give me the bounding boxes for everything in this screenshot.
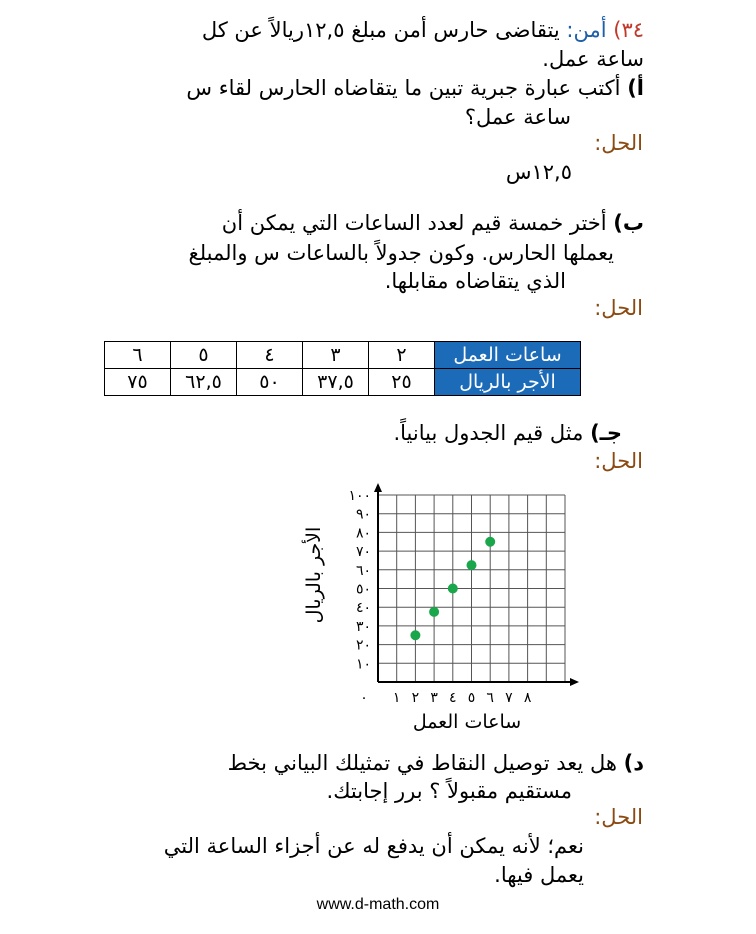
- y-tick-label: ١٠: [355, 656, 371, 673]
- data-point: [429, 607, 439, 617]
- part-d-label: د): [623, 751, 644, 775]
- table-cell: ٧٥: [105, 369, 171, 396]
- part-a-answer: ١٢,٥س: [505, 160, 572, 184]
- table-row-hours: [105, 342, 581, 369]
- y-tick-label: ٥٠: [355, 581, 371, 598]
- x-axis-arrow: [570, 678, 579, 686]
- y-tick-label: ٩٠: [355, 506, 371, 523]
- part-c-solution-label: الحل:: [594, 449, 643, 473]
- part-b-question-l1: [222, 209, 644, 237]
- data-point: [485, 537, 495, 547]
- part-b-label: ب): [613, 211, 644, 235]
- part-b-question-l3: الذي يتقاضاه مقابلها.: [384, 269, 566, 293]
- part-d-answer-l1: نعم؛ لأنه يمكن أن يدفع له عن أجزاء الساعة التي: [163, 834, 584, 858]
- x-tick-label: ٧: [505, 690, 513, 706]
- table-cell: ٥٠: [237, 369, 303, 396]
- problem-statement-l2: ساعة عمل.: [542, 47, 644, 71]
- table-cell: ٤: [237, 342, 303, 369]
- table-header-hours: ساعات العمل: [435, 342, 581, 369]
- table-cell: ٣٧,٥: [303, 369, 369, 396]
- part-d-question-l2: مستقيم مقبولاً ؟ برر إجابتك.: [326, 779, 572, 803]
- y-tick-label: ١٠٠: [348, 488, 371, 504]
- y-tick-labels: [348, 488, 371, 672]
- data-point: [467, 560, 477, 570]
- x-axis-label: ساعات العمل: [412, 711, 522, 733]
- x-tick-label: ٤: [449, 690, 457, 706]
- part-b-question-l2: يعملها الحارس. وكون جدولاً بالساعات س والمبلغ: [188, 241, 614, 265]
- part-a-question-l1: [186, 74, 644, 102]
- y-tick-label: ٦٠: [355, 562, 371, 579]
- part-a-text-l1: أكتب عبارة جبرية تبين ما يتقاضاه الحارس لقاء س: [186, 76, 621, 100]
- problem-line-1: [202, 16, 644, 44]
- part-a-solution-label: الحل:: [594, 131, 643, 155]
- wage-chart: [290, 462, 600, 737]
- table-cell: ٥: [171, 342, 237, 369]
- y-axis-label: الأجر بالريال: [303, 526, 325, 624]
- y-axis-arrow: [374, 483, 382, 492]
- part-a-question-l2: ساعة عمل؟: [464, 105, 571, 129]
- part-b-text-l1: أختر خمسة قيم لعدد الساعات التي يمكن أن: [221, 211, 607, 235]
- x-tick-label: ٣: [430, 690, 438, 706]
- x-tick-label: ٨: [523, 690, 532, 706]
- part-c-text: مثل قيم الجدول بيانياً.: [393, 421, 584, 445]
- problem-number: ٣٤): [613, 18, 644, 42]
- table-cell: ٢٥: [369, 369, 435, 396]
- table-header-wages: الأجر بالريال: [435, 369, 581, 396]
- y-tick-label: ٧٠: [355, 544, 371, 561]
- problem-topic: أمن:: [566, 18, 607, 42]
- footer-website: www.d-math.com: [316, 896, 440, 913]
- part-b-solution-label: الحل:: [594, 296, 643, 320]
- x-tick-label: ١: [392, 690, 401, 706]
- x-tick-label: ٢: [411, 690, 420, 706]
- table-cell: ٢: [369, 342, 435, 369]
- part-c-label: جـ): [590, 421, 622, 445]
- part-a-label: أ): [627, 76, 644, 100]
- table-row-wages: [105, 369, 581, 396]
- origin-label: ٠: [360, 690, 368, 706]
- problem-statement-l1: يتقاضى حارس أمن مبلغ ١٢,٥ريالاً عن كل: [201, 18, 560, 42]
- table-cell: ٣: [303, 342, 369, 369]
- y-tick-label: ٨٠: [355, 525, 371, 542]
- part-d-solution-label: الحل:: [594, 805, 643, 829]
- y-tick-label: ٤٠: [355, 600, 371, 617]
- part-c-question: [393, 419, 622, 447]
- y-tick-label: ٣٠: [355, 618, 371, 635]
- data-point: [410, 630, 420, 640]
- chart-grid: [378, 495, 565, 682]
- part-d-question-l1: [228, 749, 644, 777]
- x-tick-label: ٥: [467, 690, 476, 706]
- x-tick-label: ٦: [486, 690, 494, 706]
- hours-wage-table: [104, 341, 581, 396]
- x-tick-labels: [360, 690, 532, 706]
- y-tick-label: ٢٠: [355, 637, 371, 654]
- data-point: [448, 584, 458, 594]
- part-d-answer-l2: يعمل فيها.: [494, 863, 584, 887]
- table-cell: ٦: [105, 342, 171, 369]
- part-d-text-l1: هل يعد توصيل النقاط في تمثيلك البياني بخط: [227, 751, 617, 775]
- table-cell: ٦٢,٥: [171, 369, 237, 396]
